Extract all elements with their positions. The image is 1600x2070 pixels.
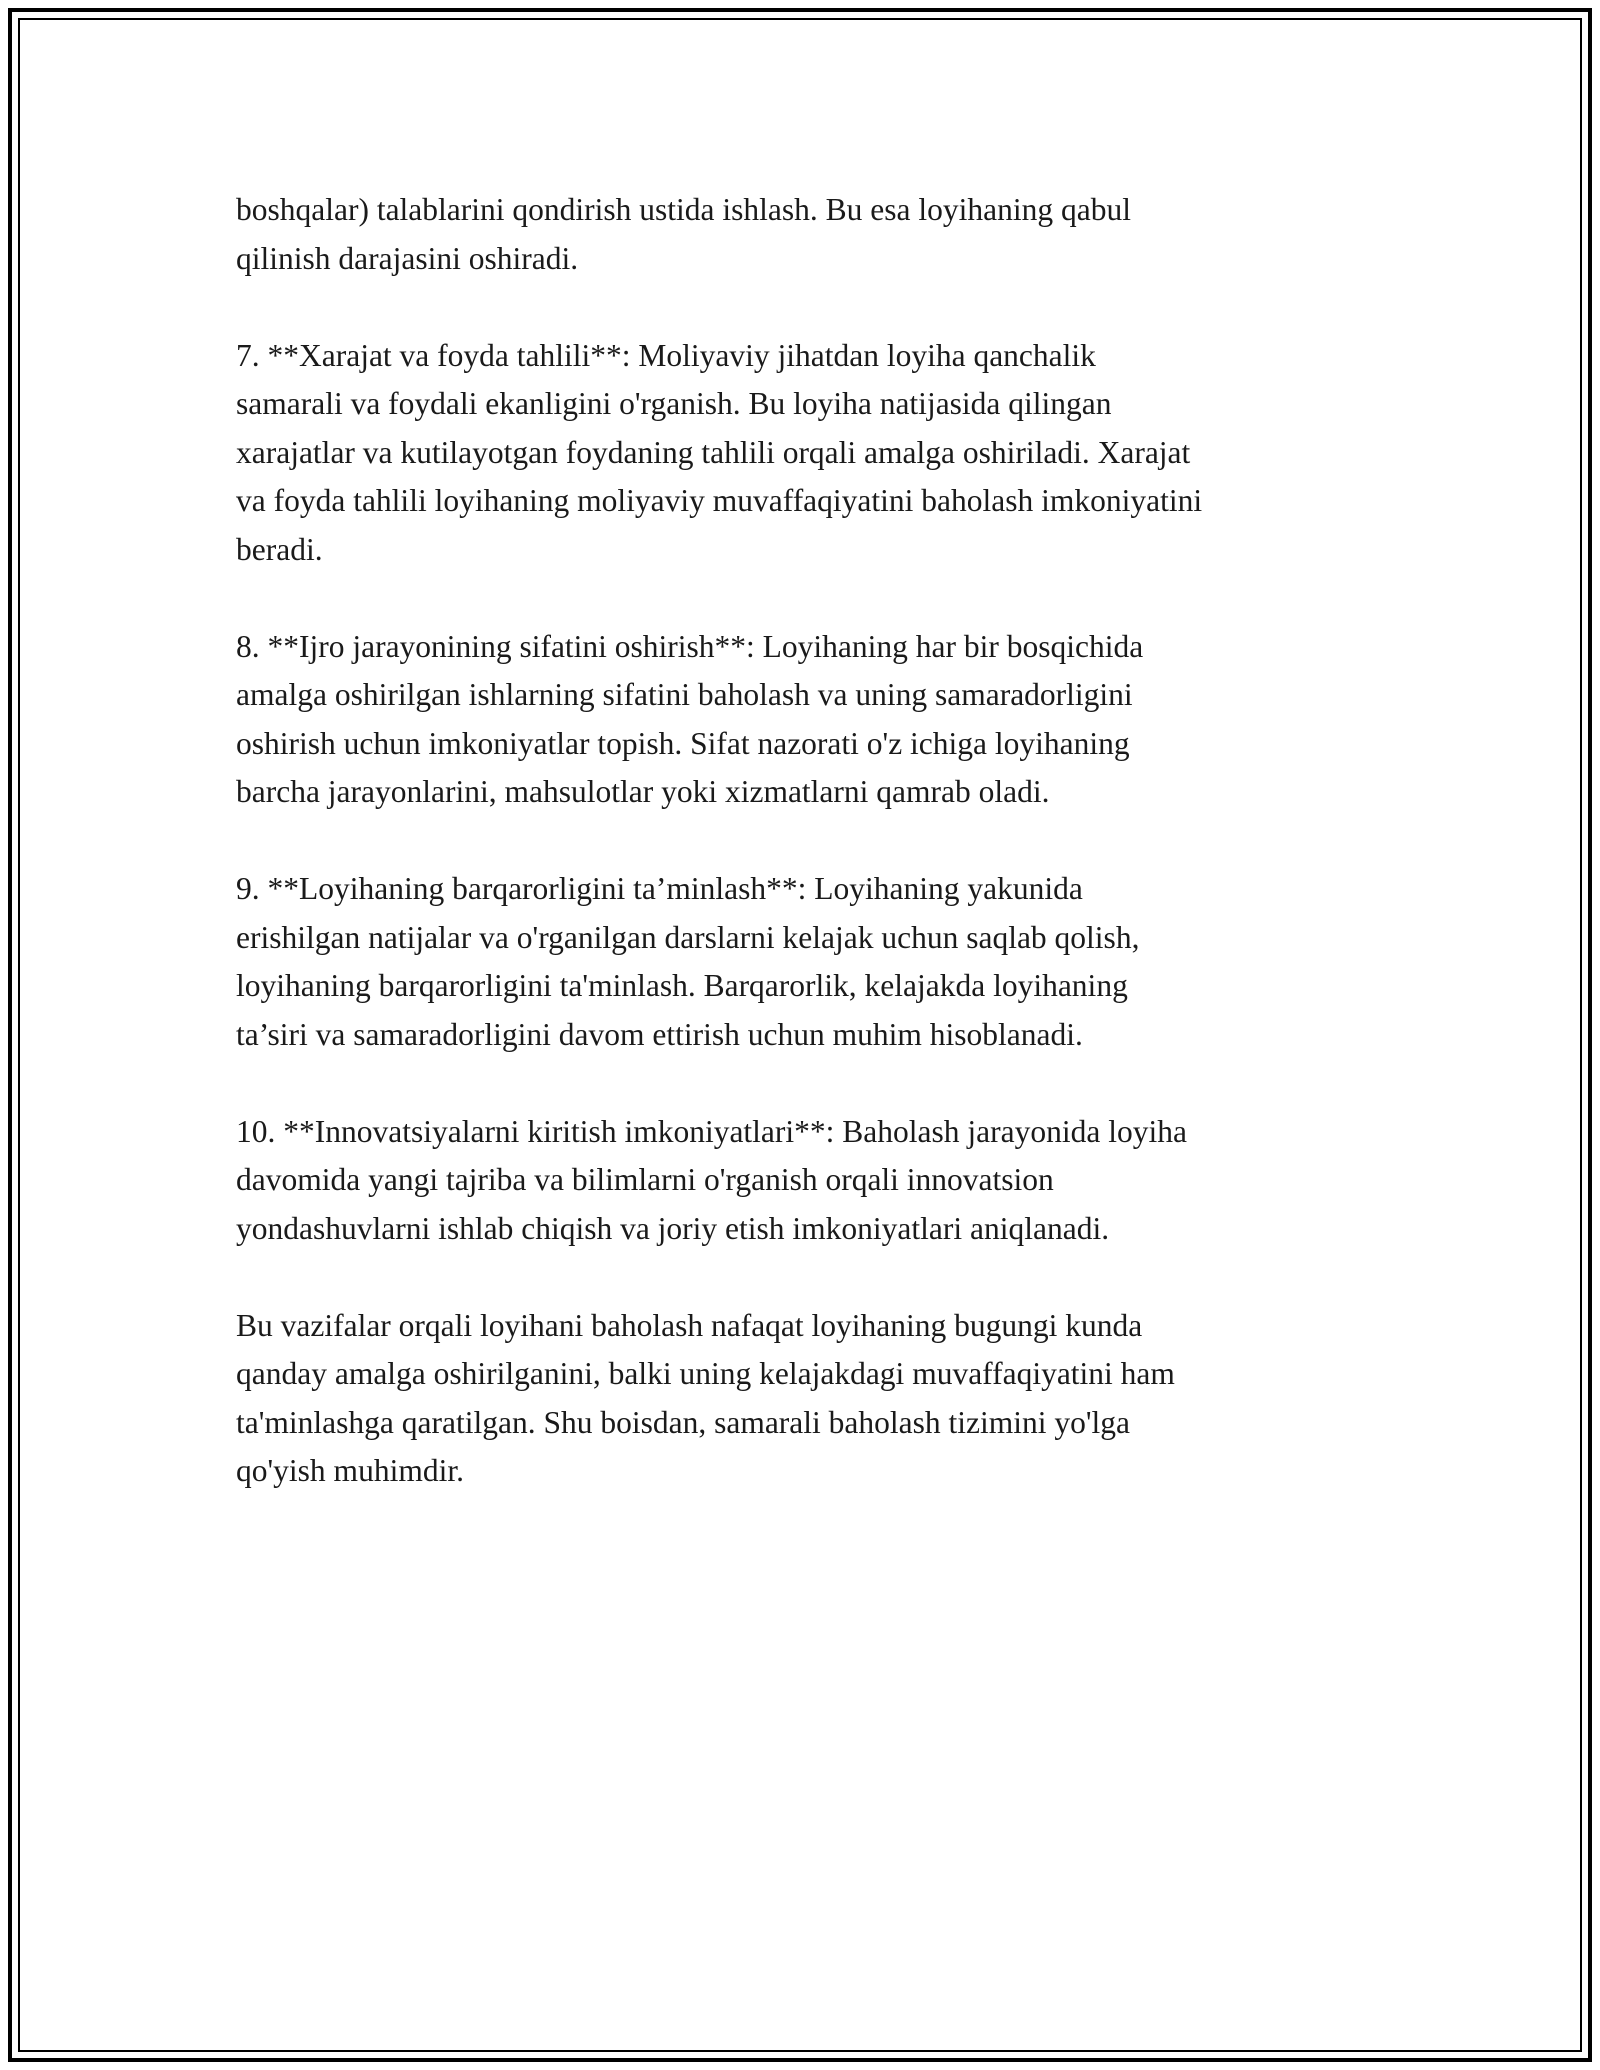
text-line: qanday amalga oshirilganini, balki uning kelajakdagi muvaffaqiyatini ham xyxy=(236,1356,1175,1391)
paragraph-conclusion xyxy=(236,1302,1376,1496)
text-line: xarajatlar va kutilayotgan foydaning tahlili orqali amalga oshiriladi. Xarajat xyxy=(236,434,1191,470)
text-line: amalga oshirilgan ishlarning sifatini baholash va uning samaradorligini xyxy=(236,677,1133,712)
text-line: 8. **Ijro jarayonining sifatini oshirish**: Loyihaning har bir bosqichida xyxy=(236,628,1144,664)
paragraph-item-7 xyxy=(236,332,1376,575)
text-line: 9. **Loyihaning barqarorligini ta’minlash**: Loyihaning yakunida xyxy=(236,871,1083,906)
text-line: ta’siri va samaradorligini davom ettirish uchun muhim hisoblanadi. xyxy=(236,1016,1083,1052)
text-line: qilinish darajasini oshiradi. xyxy=(236,240,579,276)
paragraph-item-9 xyxy=(236,865,1376,1059)
paragraph-item-8 xyxy=(236,623,1376,817)
text-line: 7. **Xarajat va foyda tahlili**: Moliyaviy jihatdan loyiha qanchalik xyxy=(236,337,1096,373)
text-line: beradi. xyxy=(236,531,323,567)
paragraph-item-10 xyxy=(236,1108,1376,1254)
text-line: yondashuvlarni ishlab chiqish va joriy etish imkoniyatlari aniqlanadi. xyxy=(236,1210,1110,1246)
text-line: erishilgan natijalar va o'rganilgan darslarni kelajak uchun saqlab qolish, xyxy=(236,919,1140,955)
text-line: Bu vazifalar orqali loyihani baholash nafaqat loyihaning bugungi kunda xyxy=(236,1307,1143,1343)
document-body xyxy=(236,186,1376,1544)
text-line: boshqalar) talablarini qondirish ustida ishlash. Bu esa loyihaning qabul xyxy=(236,192,1131,227)
text-line: qo'yish muhimdir. xyxy=(236,1453,464,1488)
text-line: samarali va foydali ekanligini o'rganish. Bu loyiha natijasida qilingan xyxy=(236,386,1112,421)
text-line: ta'minlashga qaratilgan. Shu boisdan, samarali baholash tizimini yo'lga xyxy=(236,1404,1131,1440)
text-line: barcha jarayonlarini, mahsulotlar yoki xizmatlarni qamrab oladi. xyxy=(236,774,1050,809)
text-line: oshirish uchun imkoniyatlar topish. Sifat nazorati o'z ichiga loyihaning xyxy=(236,725,1130,761)
text-line: va foyda tahlili loyihaning moliyaviy muvaffaqiyatini baholash imkoniyatini xyxy=(236,483,1203,518)
text-line: 10. **Innovatsiyalarni kiritish imkoniyatlari**: Baholash jarayonida loyiha xyxy=(236,1113,1187,1149)
paragraph-continuation xyxy=(236,186,1376,283)
text-line: loyihaning barqarorligini ta'minlash. Barqarorlik, kelajakda loyihaning xyxy=(236,968,1128,1003)
text-line: davomida yangi tajriba va bilimlarni o'rganish orqali innovatsion xyxy=(236,1162,1054,1197)
